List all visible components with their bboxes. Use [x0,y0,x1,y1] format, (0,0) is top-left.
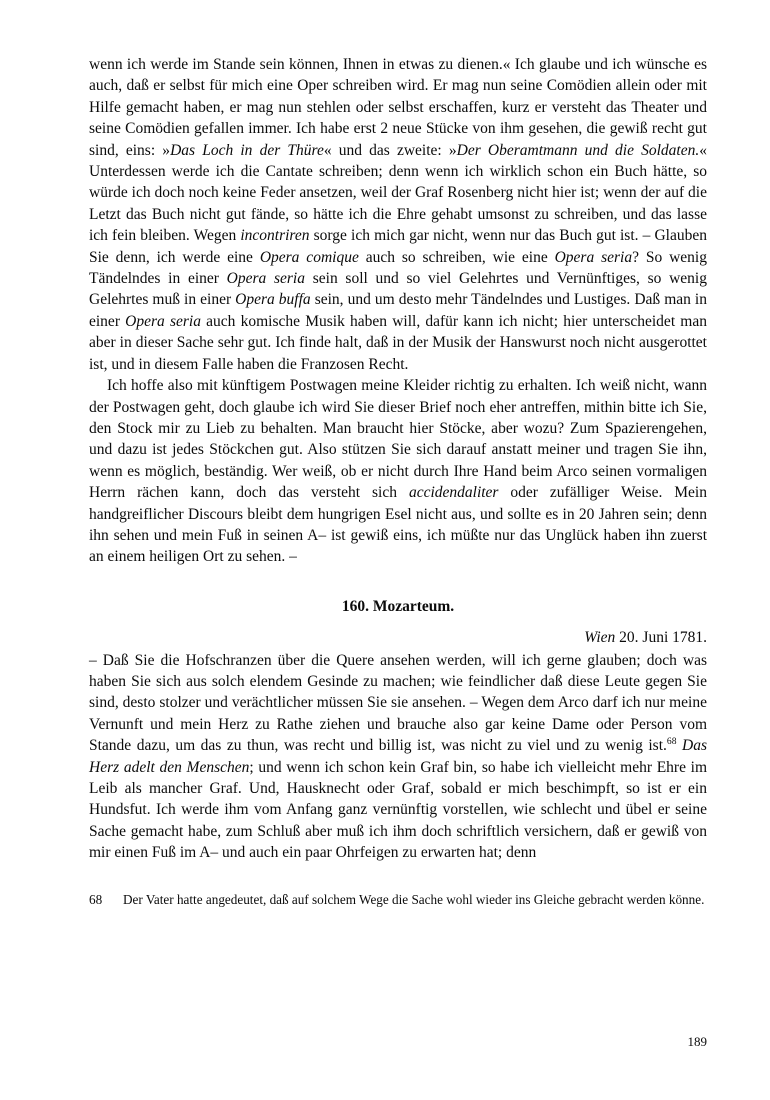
dateline: Wien 20. Juni 1781. [584,629,707,647]
section-heading: 160. Mozarteum. [341,597,455,615]
footnote-text: Der Vater hatte angedeutet, daß auf solchem Wege die Sache wohl wieder ins Gleiche gebracht werden könne. [123,891,705,907]
paragraph-letter-continuation: wenn ich werde im Stande sein können, Ihnen in etwas zu dienen.« Ich glaube und ich wünsche es auch, daß er selbst für mich eine Oper schreiben wird. Er mag nun seine Comödien allein oder mit Hilfe gemacht haben, er mag nun stehlen oder selbst erschaffen, kurz er versteht das Theater und seine Comödien gefallen immer. Ich habe erst 2 neue Stücke von ihm gesehen, die gewiß recht gut sind, eins: »Das Loch in der Thüre« und das zweite: »Der Oberamtmann und die Soldaten.« Unterdessen werde ich die Cantate schreiben; denn wenn ich wirklich schon ein Buch hätte, so würde ich doch noch keine Feder ansetzen, weil der Graf Rosenberg nicht hier ist; wenn der auf die Letzt das Buch nicht gut fände, so hätte ich die Ehre gehabt umsonst zu schreiben, und das lasse ich fein bleiben. Wegen incontriren sorge ich mich gar nicht, wenn nur das Buch gut ist. – Glauben Sie denn, ich werde eine Opera comique auch so schreiben, wie eine Opera seria? So wenig Tändelndes in einer Opera seria sein soll und so viel Gelehrtes und Vernünftiges, so wenig Gelehrtes muß in einer Opera buffa sein, und um desto mehr Tändelndes und Lustiges. Daß man in einer Opera seria auch komische Musik haben will, dafür kann ich nicht; hier unterscheidet man aber in dieser Sache sehr gut. Ich finde halt, daß in der Musik der Hanswurst noch nicht ausgerottet ist, und in diesem Falle haben die Franzosen Recht. [89,56,707,373]
paragraph-letter-160-body: – Daß Sie die Hofschranzen über die Quere ansehen werden, will ich gerne glauben; doch was haben Sie sich aus solch elendem Gesinde zu machen; wie feindlicher daß diese Leute gegen Sie sind, desto stolzer und verächtlicher müssen Sie sie ansehen. – Wegen dem Arco darf ich nur meine Vernunft und mein Herz zu Rathe ziehen und brauche also gar keine Dame oder Person vom Stande dazu, um das zu thun, was recht und billig ist, was nicht zu viel und zu wenig ist.$^{68}$ Das Herz adelt den Menschen; und wenn ich schon kein Graf bin, so habe ich vielleicht mehr Ehre im Leib als mancher Graf. Und, Hausknecht oder Graf, sobald er mich beschimpft, so ist er ein Hundsfut. Ich werde ihm vom Anfang ganz vernünftig vorstellen, wie schlecht und übel er seine Sache gemacht habe, zum Schluß aber muß ich ihm doch schriftlich versichern, daß er gewiß von mir einen Fuß im A– und auch ein paar Ohrfeigen zu erwarten hat; denn [89,651,708,862]
footnote [89,891,707,909]
text-block [89,54,707,909]
footnote-marker: 68 [89,891,103,907]
paragraph-letter-closing: Ich hoffe also mit künftigem Postwagen meine Kleider richtig zu erhalten. Ich weiß nicht, wann der Postwagen geht, doch glaube ich wird Sie dieser Brief noch eher antreffen, mithin bitte ich Sie, den Stock mir zu Lieb zu behalten. Man braucht hier Stöcke, aber wozu? Zum Spazierengehen, und dazu ist jedes Stöckchen gut. Also stützen Sie sich darauf anstatt meiner und tragen Sie ihn, wenn es möglich, beständig. Wer weiß, ob er nicht durch Ihre Hand beim Arco seinen vormaligen Herrn rächen kann, doch das versteht sich accidendaliter oder zufälliger Weise. Mein handgreiflicher Discours bleibt dem hungrigen Esel nicht aus, und sollte es in 20 Jahren sein; denn ihn sehen und mein Fuß in seinen A– ist gewiß eins, ich müßte nur das Unglück haben ihn zuerst an einem heiligen Ort zu sehen. – [89,377,707,566]
page-number: 189 [687,1034,707,1049]
